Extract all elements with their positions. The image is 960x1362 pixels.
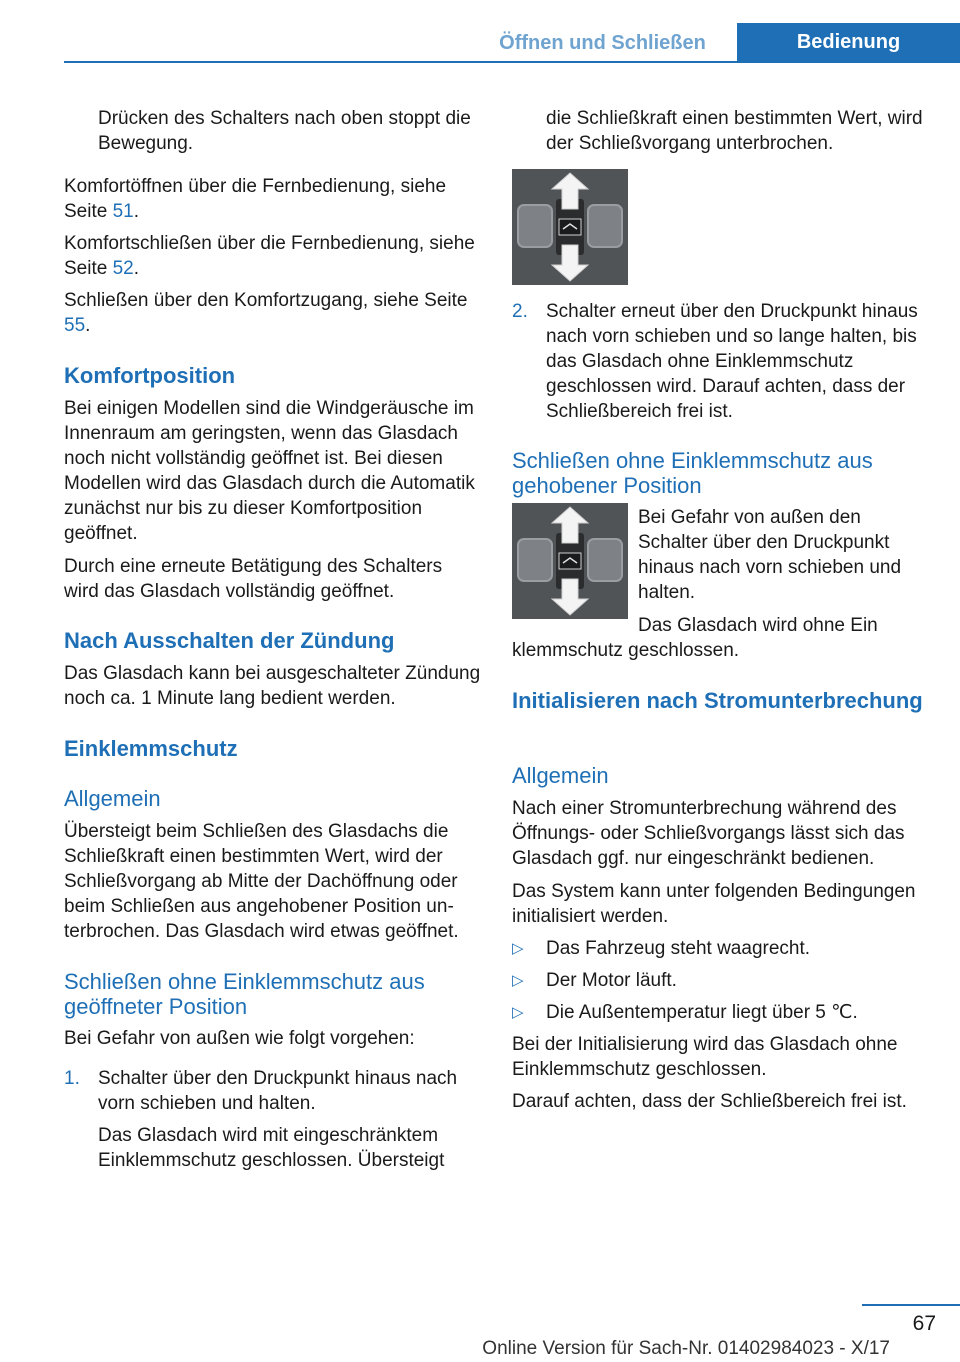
paragraph-allgemein-left: Übersteigt beim Schließen des Glasdachs die Schließkraft einen bestimmten Wert, wird der Schließvorgang ab Mitte der Dachöffnung oder beim Schließen aus angehobener Position unterbrochen. Das Glasdach wird etwas geöffnet.: [64, 821, 459, 942]
step-1-detail-continued: die Schließkraft einen bestimmten Wert, wird der Schließvorgang unterbrochen.: [546, 108, 923, 154]
heading-allgemein-left: Allgemein: [64, 786, 161, 811]
page-link-55[interactable]: 55: [64, 315, 86, 336]
paragraph-init-4: Darauf achten, dass der Schließbereich frei ist.: [512, 1091, 907, 1112]
bullet-icon: ▷: [512, 1004, 524, 1021]
paragraph-komfortposition-2: Durch eine erneute Betätigung des Schalters wird das Glasdach vollständig geöffnet.: [64, 556, 443, 602]
intro-continuation: Drücken des Schalters nach oben stoppt die Bewegung.: [98, 108, 471, 154]
step-number-2: 2.: [512, 301, 528, 322]
paragraph-init-2: Das System kann unter folgenden Bedingungen initialisiert werden.: [512, 881, 916, 927]
heading-komfortposition: Komfortposition: [64, 363, 236, 388]
roof-switch-illustration-2: [512, 503, 628, 619]
heading-einklemmschutz: Einklemmschutz: [64, 736, 238, 761]
heading-initialisieren: Initialisieren nach Stromunterbrechung: [512, 688, 923, 713]
paragraph-remote-close: Komfortschließen über die Fernbedienung, siehe Seite 52.: [64, 233, 475, 279]
list-item: Die Außentemperatur liegt über 5 ℃.: [546, 1002, 858, 1023]
paragraph-comfort-access: Schließen über den Komfortzugang, siehe Seite 55.: [64, 290, 468, 336]
paragraph-gehoben-1: Bei Gefahr von außen den Schalter über den Druckpunkt hinaus nach vorn schieben und halten.: [638, 507, 902, 603]
heading-zuendung: Nach Ausschalten der Zündung: [64, 628, 395, 653]
page-link-51[interactable]: 51: [112, 201, 134, 222]
paragraph-gehoben-2b: klemmschutz geschlossen.: [512, 640, 740, 661]
roof-switch-image: [512, 169, 628, 285]
paragraph-init-1: Nach einer Stromunterbrechung während des Öffnungs- oder Schließvorgangs lässt sich das Glasdach ggf. nur eingeschränkt bedienen.: [512, 798, 905, 869]
paragraph-gefahr: Bei Gefahr von außen wie folgt vorgehen:: [64, 1028, 415, 1049]
paragraph-gehoben-2a: Das Glasdach wird ohne Ein: [638, 615, 878, 636]
footer-rule: [862, 1304, 960, 1306]
list-item: Das Fahrzeug steht waagrecht.: [546, 938, 811, 959]
heading-ohne-einklemmschutz-gehoben: Schließen ohne Einklemmschutz aus gehobener Position: [512, 448, 873, 498]
paragraph-remote-open: Komfortöffnen über die Fernbedienung, siehe Seite 51.: [64, 176, 447, 222]
paragraph-komfortposition: Bei einigen Modellen sind die Windgeräusche im Innenraum am geringsten, wenn das Glasdach noch nicht vollständig geöffnet ist. Bei diesen Modellen wird das Glasdach durch die Automatik zunächst nur bis zu dieser Komfortposition geöffnet.: [64, 398, 475, 544]
header-chapter-tab: Bedienung: [737, 23, 960, 61]
heading-ohne-einklemmschutz-geoeffnet: Schließen ohne Einklemmschutz aus geöffneter Position: [64, 969, 425, 1019]
bullet-icon: ▷: [512, 940, 524, 957]
roof-switch-illustration: [512, 169, 628, 285]
heading-allgemein-right: Allgemein: [512, 763, 609, 788]
header-rule: [64, 61, 960, 63]
header-section-title: Öffnen und Schließen: [499, 32, 706, 54]
step-2-text: Schalter erneut über den Druckpunkt hinaus nach vorn schieben und so lange halten, bis das Glasdach ohne Einklemmschutz geschlossen wird. Darauf achten, dass der Schließbereich frei ist.: [546, 301, 918, 422]
online-version-note: Online Version für Sach-Nr. 01402984023 - X/17: [482, 1338, 890, 1359]
paragraph-zuendung: Das Glasdach kann bei ausgeschalteter Zündung noch ca. 1 Minute lang bedient werden.: [64, 663, 481, 709]
step-1-detail: Das Glasdach wird mit eingeschränktem Einklemmschutz geschlossen. Übersteigt: [98, 1125, 445, 1171]
roof-switch-image-2: [512, 503, 628, 619]
paragraph-init-3: Bei der Initialisierung wird das Glasdach ohne Einklemmschutz geschlossen.: [512, 1034, 898, 1080]
bullet-icon: ▷: [512, 972, 524, 989]
step-number-1: 1.: [64, 1068, 80, 1089]
step-1-text: Schalter über den Druckpunkt hinaus nach vorn schieben und halten.: [98, 1068, 458, 1114]
page-number: 67: [912, 1312, 936, 1335]
page-link-52[interactable]: 52: [112, 258, 134, 279]
list-item: Der Motor läuft.: [546, 970, 677, 991]
